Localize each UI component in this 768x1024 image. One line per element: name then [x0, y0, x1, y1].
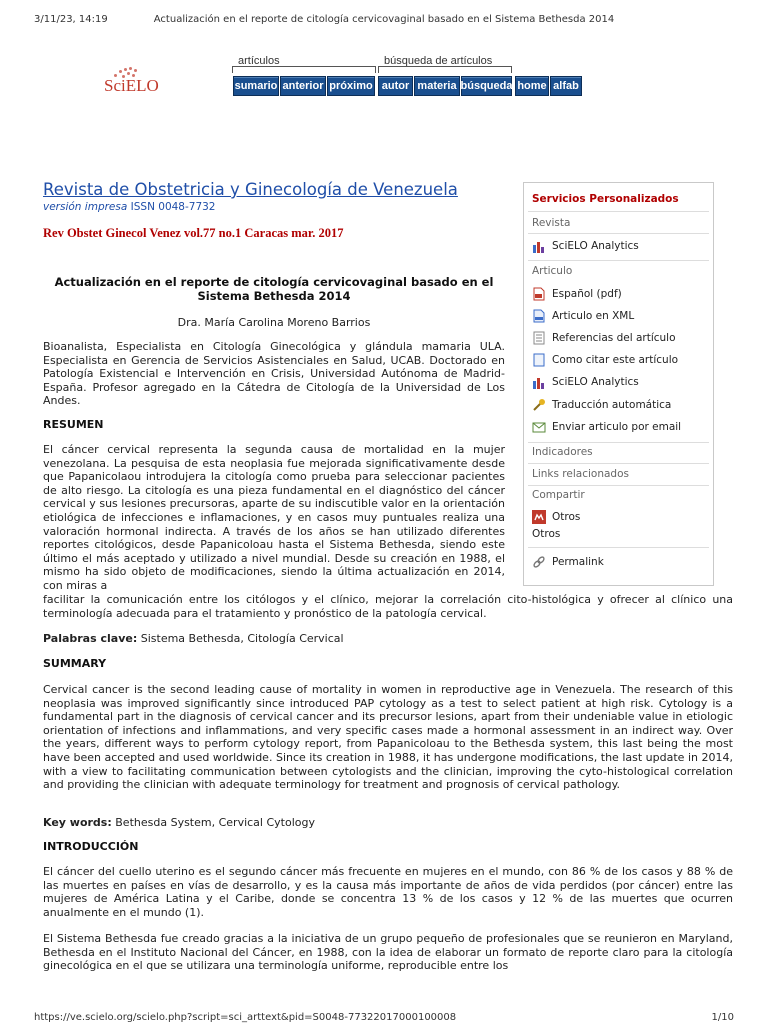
author-affiliation: Bioanalista, Especialista en Citología Ginecológica y glándula mamaria ULA. Especialista en Gerencia de Servicios Asistenciales en Salud, UCAB. Doctorado en Patología Existencial e Intervención en Crisis, Universidad Autónoma de Madrid-España. Profesor agregado en la Cátedra de Citología de la Universidad de Los Andes. [43, 340, 505, 408]
nav-autor-button[interactable]: autor [378, 76, 413, 96]
sidebar-share-otros[interactable] [532, 510, 580, 524]
sidebar-divider [528, 211, 709, 212]
sidebar-analytics-label: SciELO Analytics [552, 376, 639, 388]
nav-busqueda-button[interactable]: búsqueda [461, 76, 512, 96]
cite-icon [532, 353, 546, 367]
sidebar-divider [528, 442, 709, 443]
sidebar-share-otros-text[interactable]: Otros [532, 528, 561, 540]
issn-line [43, 201, 216, 213]
sidebar-references-label: Referencias del artículo [552, 332, 676, 344]
sidebar-revista-heading: Revista [532, 217, 571, 229]
key-words [43, 816, 733, 830]
article-title [43, 275, 505, 303]
introduccion-heading: INTRODUCCIÓN [43, 840, 139, 853]
article-title-line2: Sistema Bethesda 2014 [197, 289, 351, 303]
share-icon [532, 510, 546, 524]
scielo-logo[interactable] [104, 76, 159, 96]
sidebar-pdf-link[interactable] [532, 287, 622, 301]
sidebar-divider [528, 485, 709, 486]
sidebar-translate-link[interactable] [532, 398, 671, 412]
version-label: versión impresa [43, 201, 128, 213]
sidebar-revista-analytics-label: SciELO Analytics [552, 240, 639, 252]
issn-value: ISSN 0048-7732 [130, 201, 216, 213]
sidebar-translate-label: Traducción automática [552, 399, 672, 411]
sidebar-title: Servicios Personalizados [532, 193, 679, 205]
analytics-icon [532, 375, 546, 389]
sidebar-email-link[interactable] [532, 420, 681, 434]
analytics-icon [532, 239, 546, 253]
sidebar-references-link[interactable] [532, 331, 676, 345]
xml-icon [532, 309, 546, 323]
print-url: https://ve.scielo.org/scielo.php?script=sci_arttext&pid=S0048-77322017000100008 [34, 1012, 457, 1023]
sidebar-links-heading: Links relacionados [532, 468, 629, 480]
sidebar-cite-label: Como citar este artículo [552, 354, 679, 366]
pdf-icon [532, 287, 546, 301]
personalized-services-sidebar [523, 182, 714, 586]
sidebar-revista-analytics[interactable] [532, 239, 639, 253]
logo-suffix: ELO [125, 76, 159, 95]
nav-home-button[interactable]: home [515, 76, 549, 96]
print-datetime: 3/11/23, 14:19 [34, 14, 108, 25]
sidebar-compartir-heading: Compartir [532, 489, 585, 501]
sidebar-articulo-heading: Articulo [532, 265, 573, 277]
resumen-text: El cáncer cervical representa la segunda causa de mortalidad en la mujer venezolana. La pesquisa de esta neoplasia fue mejorada significativamente desde que Papanicolaou introdujera la citología como prueba para seleccionar pacientes de alto riesgo. La citología es una pieza fundamental en el diagnóstico del cáncer cervical y sus lesiones precursoras, aparte de su indiscutible valor en la orientación etiológica de infecciones e inflamaciones, y en casos muy puntuales realiza una valoración hormonal indirecta. A través de los años se han utilizado diferentes reportes citológicos, desde Papanicoloau hasta el Sistema Bethesda, siendo este último el más aceptado y utilizado a nivel mundial. Desde su creación en 1988, el mismo ha sido objeto de modificaciones, siendo la última actualización en 2014, con miras a [43, 443, 505, 592]
key-words-label: Key words: [43, 816, 112, 829]
palabras-clave-label: Palabras clave: [43, 632, 138, 645]
sidebar-permalink[interactable] [532, 555, 604, 569]
nav-proximo-button[interactable]: próximo [327, 76, 375, 96]
article-author: Dra. María Carolina Moreno Barrios [177, 316, 371, 329]
intro-paragraph-1: El cáncer del cuello uterino es el segundo cáncer más frecuente en mujeres en el mundo, con 86 % de los casos y 88 % de las muertes en países en vías de desarrollo, y es la causa más importante de años de vida perdidos (por cáncer) entre las mujeres de América Latina y el Caribe, donde se concentra 13 % de los casos y 12 % de las muertes que ocurren anualmente en el mundo (1). [43, 865, 733, 919]
sidebar-divider [528, 463, 709, 464]
sidebar-divider [528, 547, 709, 548]
sidebar-share-otros-label: Otros [552, 511, 581, 523]
search-nav-bracket [378, 66, 512, 73]
key-words-value: Bethesda System, Cervical Cytology [115, 816, 315, 829]
sidebar-xml-label: Articulo en XML [552, 310, 635, 322]
translate-icon [532, 398, 546, 412]
references-icon [532, 331, 546, 345]
article-title-line1: Actualización en el reporte de citología cervicovaginal basado en el [54, 275, 494, 289]
articles-nav-bracket [232, 66, 376, 73]
journal-title-link[interactable]: Revista de Obstetricia y Ginecología de Venezuela [43, 180, 458, 199]
sidebar-xml-link[interactable] [532, 309, 634, 323]
citation-line: Rev Obstet Ginecol Venez vol.77 no.1 Caracas mar. 2017 [43, 226, 344, 240]
sidebar-email-label: Enviar articulo por email [552, 421, 682, 433]
email-icon [532, 420, 546, 434]
summary-text: Cervical cancer is the second leading cause of mortality in women in reproductive age in Venezuela. The research of this neoplasia was improved significantly since introduced PAP cytology as a test to select patient at high risk. Cytology is a fundamental part in the diagnosis of cervical cancer and its precursor lesions, apart from their undeniable value in etiologic orientation of infections and inflammations, and very specific cases made a hormonal assessment in an indirect way. Over the years, different ways to perform cytology report, from Papanicoloau to the Bethesda system, this last being the most have been accepted and used worldwide. Since its creation in 1988, it has undergone modifications, the last update in 2014, with a view to facilitating communication between cytologists and the clinician, improving the cyto-histological correlation and providing the clinician with adequate terminology for treatment and prognosis of cervical pathology. [43, 683, 733, 792]
sidebar-permalink-label: Permalink [552, 556, 604, 568]
print-page-title: Actualización en el reporte de citología cervicovaginal basado en el Sistema Bethesda 2014 [153, 14, 615, 25]
resumen-text-continued: facilitar la comunicación entre los citólogos y el clínico, mejorar la correlación cito-histológica y ofrecer al clínico una terminología adecuada para el tratamiento y pronóstico de la patología cervical. [43, 593, 733, 620]
link-icon [532, 555, 546, 569]
logo-prefix: Sci [104, 76, 126, 95]
palabras-clave-value: Sistema Bethesda, Citología Cervical [140, 632, 344, 645]
nav-alfab-button[interactable]: alfab [550, 76, 582, 96]
nav-anterior-button[interactable]: anterior [280, 76, 326, 96]
sidebar-indicadores-heading: Indicadores [532, 446, 593, 458]
print-page-number: 1/10 [711, 1012, 734, 1023]
search-nav-label: búsqueda de artículos [384, 55, 493, 67]
articles-nav-label: artículos [238, 55, 280, 67]
nav-materia-button[interactable]: materia [414, 76, 460, 96]
sidebar-divider [528, 260, 709, 261]
palabras-clave [43, 632, 733, 646]
summary-heading: SUMMARY [43, 657, 107, 670]
nav-sumario-button[interactable]: sumario [233, 76, 279, 96]
intro-paragraph-2: El Sistema Bethesda fue creado gracias a la iniciativa de un grupo pequeño de profesionales que se reunieron en Maryland, Bethesda en el Instituto Nacional del Cáncer, en 1988, con la idea de elaborar un formato de reporte claro para la citología ginecológica en el que se utilizara una terminología uniforme, reproducible entre los [43, 932, 733, 973]
sidebar-cite-link[interactable] [532, 353, 678, 367]
sidebar-pdf-label: Español (pdf) [552, 288, 622, 300]
sidebar-divider [528, 233, 709, 234]
sidebar-analytics-link[interactable] [532, 375, 639, 389]
resumen-heading: RESUMEN [43, 418, 104, 431]
